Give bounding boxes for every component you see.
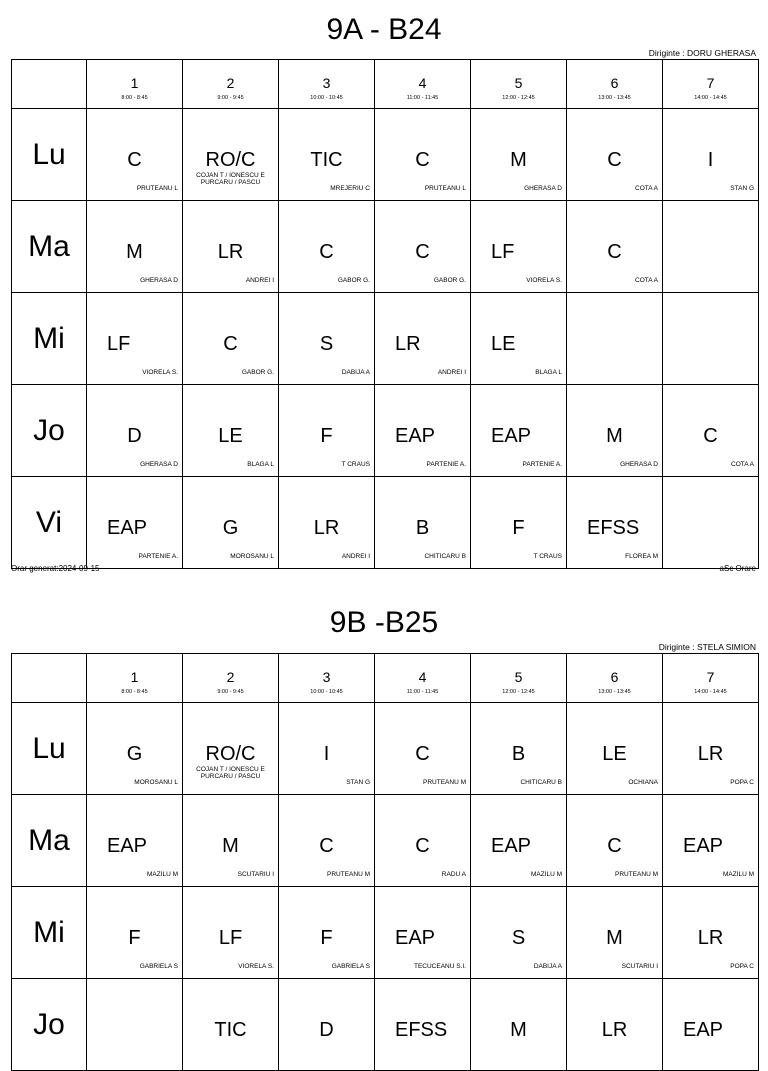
period-number: 2 — [226, 75, 235, 91]
subject-code: LE — [491, 333, 516, 355]
lesson-cell — [567, 703, 663, 795]
teacher-name: PRUTEANU M — [327, 871, 370, 878]
subject-code: G — [222, 517, 239, 539]
teacher-name: COJAN T / IONESCU E PURCARU / PASCU — [196, 172, 265, 186]
schedule-title: 9B -B25 — [329, 606, 439, 639]
teacher-name: PARTENIE A. — [138, 553, 178, 560]
diriginte-label: Diriginte : STELA SIMION — [658, 642, 756, 652]
subject-code: EAP — [107, 517, 148, 539]
subject-code: S — [511, 927, 526, 949]
subject-code: EFSS — [587, 517, 640, 539]
period-time: 14:00 - 14:45 — [694, 689, 727, 695]
lesson-cell — [87, 979, 183, 1071]
teacher-name: VIORELA S. — [526, 277, 562, 284]
subject-code: RO/C — [205, 149, 256, 171]
teacher-name: PARTENIE A. — [522, 461, 562, 468]
software-credit: aSc Orare — [719, 564, 756, 573]
period-time: 8:00 - 8:45 — [121, 95, 148, 101]
teacher-name: TECUCEANU S.I. — [413, 963, 466, 970]
teacher-name: PARTENIE A. — [426, 461, 466, 468]
subject-code: M — [606, 425, 623, 447]
period-header — [663, 654, 759, 703]
day-label: Mi — [12, 293, 87, 385]
subject-code: C — [607, 835, 622, 857]
teacher-name: DABIJA A — [341, 369, 370, 376]
teacher-name: GHERASA D — [140, 461, 178, 468]
day-row — [12, 703, 759, 795]
subject-code: C — [127, 149, 142, 171]
lesson-cell — [183, 795, 279, 887]
lesson-cell — [663, 795, 759, 887]
subject-code: C — [703, 425, 718, 447]
teacher-name: GHERASA D — [524, 185, 562, 192]
subject-code: LR — [217, 241, 244, 263]
generated-date: Orar generat:2024-09-15 — [11, 564, 100, 573]
period-number: 3 — [322, 75, 331, 91]
subject-code: LR — [601, 1019, 628, 1041]
teacher-name: ANDREI I — [437, 369, 466, 376]
subject-code: EAP — [395, 927, 436, 949]
period-time: 11:00 - 11:45 — [406, 95, 439, 101]
subject-code: M — [510, 1019, 527, 1041]
subject-code: F — [128, 927, 141, 949]
subject-code: C — [415, 743, 430, 765]
teacher-name: PRUTEANU L — [424, 185, 466, 192]
subject-code: C — [415, 835, 430, 857]
subject-code: EAP — [683, 1019, 724, 1041]
teacher-name: COTA A — [635, 277, 658, 284]
lesson-cell — [87, 887, 183, 979]
teacher-name: ANDREI I — [341, 553, 370, 560]
lesson-cell — [279, 979, 375, 1071]
teacher-name: SCUTARIU I — [237, 871, 274, 878]
teacher-name: POPA C — [730, 779, 754, 786]
subject-code: B — [415, 517, 430, 539]
period-number: 1 — [130, 669, 139, 685]
schedule-title: 9A - B24 — [326, 13, 442, 46]
teacher-name: CHITICARU B — [424, 553, 466, 560]
teacher-name: PRUTEANU M — [423, 779, 466, 786]
teacher-name: FLOREA M — [625, 553, 658, 560]
lesson-cell — [87, 795, 183, 887]
lesson-cell — [567, 795, 663, 887]
day-label: Lu — [12, 703, 87, 795]
period-time: 10:00 - 10:45 — [310, 95, 343, 101]
period-time: 13:00 - 13:45 — [598, 95, 631, 101]
lesson-cell — [279, 703, 375, 795]
day-row — [12, 979, 759, 1071]
subject-code: C — [415, 241, 430, 263]
subject-code: D — [319, 1019, 334, 1041]
teacher-name: MAZILU M — [530, 871, 562, 878]
teacher-name: GHERASA D — [620, 461, 658, 468]
teacher-name: OCHIANA — [628, 779, 658, 786]
period-number: 1 — [130, 75, 139, 91]
subject-code: I — [707, 149, 714, 171]
subject-code: TIC — [310, 149, 343, 171]
subject-code: C — [223, 333, 238, 355]
subject-code: G — [126, 743, 143, 765]
teacher-name: DABIJA A — [533, 963, 562, 970]
day-label: Ma — [12, 795, 87, 887]
subject-code: LR — [313, 517, 340, 539]
subject-code: LE — [218, 425, 243, 447]
period-number: 7 — [706, 669, 715, 685]
teacher-name: T CRAUS — [341, 461, 370, 468]
subject-code: C — [607, 149, 622, 171]
teacher-name: VIORELA S. — [142, 369, 178, 376]
subject-code: S — [319, 333, 334, 355]
lesson-cell — [279, 887, 375, 979]
subject-code: F — [320, 425, 333, 447]
period-header — [183, 654, 279, 703]
lesson-cell — [471, 979, 567, 1071]
subject-code: EAP — [491, 835, 532, 857]
period-time: 12:00 - 12:45 — [502, 689, 535, 695]
teacher-name: ANDREI I — [245, 277, 274, 284]
teacher-name: COTA A — [731, 461, 754, 468]
lesson-cell — [375, 887, 471, 979]
subject-code: LE — [602, 743, 627, 765]
teacher-name: PRUTEANU M — [615, 871, 658, 878]
lesson-cell — [567, 887, 663, 979]
period-header — [375, 654, 471, 703]
subject-code: C — [319, 241, 334, 263]
lesson-cell — [567, 979, 663, 1071]
teacher-name: BLAGA L — [535, 369, 562, 376]
period-number: 4 — [418, 669, 427, 685]
period-header — [567, 654, 663, 703]
timetable-grid — [11, 653, 759, 1071]
lesson-cell — [183, 887, 279, 979]
teacher-name: MAZILU M — [722, 871, 754, 878]
teacher-name: MOROSANU L — [230, 553, 274, 560]
teacher-name: SCUTARIU I — [621, 963, 658, 970]
subject-code: I — [323, 743, 330, 765]
teacher-name: GHERASA D — [140, 277, 178, 284]
period-time: 12:00 - 12:45 — [502, 95, 535, 101]
diriginte-label: Diriginte : DORU GHERASA — [648, 48, 756, 58]
teacher-name: COTA A — [635, 185, 658, 192]
subject-code: LF — [107, 333, 131, 355]
subject-code: B — [511, 743, 526, 765]
teacher-name: T CRAUS — [533, 553, 562, 560]
period-time: 9:00 - 9:45 — [217, 95, 244, 101]
subject-code: TIC — [214, 1019, 247, 1041]
subject-code: C — [319, 835, 334, 857]
subject-code: D — [127, 425, 142, 447]
period-time: 11:00 - 11:45 — [406, 689, 439, 695]
day-label: Lu — [12, 109, 87, 201]
lesson-cell — [471, 887, 567, 979]
period-number: 5 — [514, 75, 523, 91]
period-number: 5 — [514, 669, 523, 685]
period-number: 6 — [610, 75, 619, 91]
period-number: 2 — [226, 669, 235, 685]
subject-code: LR — [697, 927, 724, 949]
lesson-cell — [87, 703, 183, 795]
teacher-name: GABOR G. — [241, 369, 274, 376]
teacher-name: VIORELA S. — [238, 963, 274, 970]
subject-code: C — [415, 149, 430, 171]
period-header — [471, 654, 567, 703]
day-label: Vi — [12, 477, 87, 569]
period-header — [87, 654, 183, 703]
lesson-cell — [183, 979, 279, 1071]
period-time: 9:00 - 9:45 — [217, 689, 244, 695]
teacher-name: MREJERIU C — [330, 185, 370, 192]
day-row — [12, 795, 759, 887]
subject-code: M — [510, 149, 527, 171]
period-number: 7 — [706, 75, 715, 91]
subject-code: M — [126, 241, 143, 263]
subject-code: LR — [395, 333, 421, 355]
day-label: Mi — [12, 887, 87, 979]
period-time: 10:00 - 10:45 — [310, 689, 343, 695]
period-time: 13:00 - 13:45 — [598, 689, 631, 695]
subject-code: LR — [697, 743, 724, 765]
subject-code: LF — [218, 927, 243, 949]
day-label: Ma — [12, 201, 87, 293]
day-row — [12, 887, 759, 979]
lesson-cell — [663, 887, 759, 979]
teacher-name: GABRIELA S — [139, 963, 178, 970]
subject-code: EAP — [683, 835, 724, 857]
subject-code: EAP — [107, 835, 148, 857]
corner-cell — [12, 654, 87, 703]
subject-code: LF — [491, 241, 515, 263]
lesson-cell — [375, 795, 471, 887]
subject-code: F — [320, 927, 333, 949]
teacher-name: MAZILU M — [146, 871, 178, 878]
teacher-name: GABOR G. — [337, 277, 370, 284]
lesson-cell — [183, 703, 279, 795]
period-header — [279, 654, 375, 703]
period-time: 8:00 - 8:45 — [121, 689, 148, 695]
teacher-name: STAN G — [730, 185, 754, 192]
lesson-cell — [471, 795, 567, 887]
header-row — [12, 654, 759, 703]
teacher-name: PRUTEANU L — [136, 185, 178, 192]
lesson-cell — [663, 703, 759, 795]
period-number: 4 — [418, 75, 427, 91]
lesson-cell — [471, 703, 567, 795]
day-label: Jo — [12, 979, 87, 1071]
teacher-name: RADU A — [441, 871, 466, 878]
subject-code: M — [606, 927, 623, 949]
subject-code: M — [222, 835, 239, 857]
teacher-name: BLAGA L — [247, 461, 274, 468]
teacher-name: GABRIELA S — [331, 963, 370, 970]
lesson-cell — [375, 979, 471, 1071]
teacher-name: MOROSANU L — [134, 779, 178, 786]
subject-code: EAP — [491, 425, 532, 447]
subject-code: EFSS — [395, 1019, 448, 1041]
subject-code: RO/C — [205, 743, 256, 765]
teacher-name: STAN G — [346, 779, 370, 786]
subject-code: EAP — [395, 425, 436, 447]
subject-code: F — [512, 517, 525, 539]
subject-code: C — [607, 241, 622, 263]
period-time: 14:00 - 14:45 — [694, 95, 727, 101]
teacher-name: POPA C — [730, 963, 754, 970]
period-number: 3 — [322, 669, 331, 685]
lesson-cell — [279, 795, 375, 887]
day-label: Jo — [12, 385, 87, 477]
teacher-name: COJAN T / IONESCU E PURCARU / PASCU — [196, 766, 265, 780]
teacher-name: GABOR G. — [433, 277, 466, 284]
period-number: 6 — [610, 669, 619, 685]
lesson-cell — [375, 703, 471, 795]
teacher-name: CHITICARU B — [520, 779, 562, 786]
lesson-cell — [663, 979, 759, 1071]
